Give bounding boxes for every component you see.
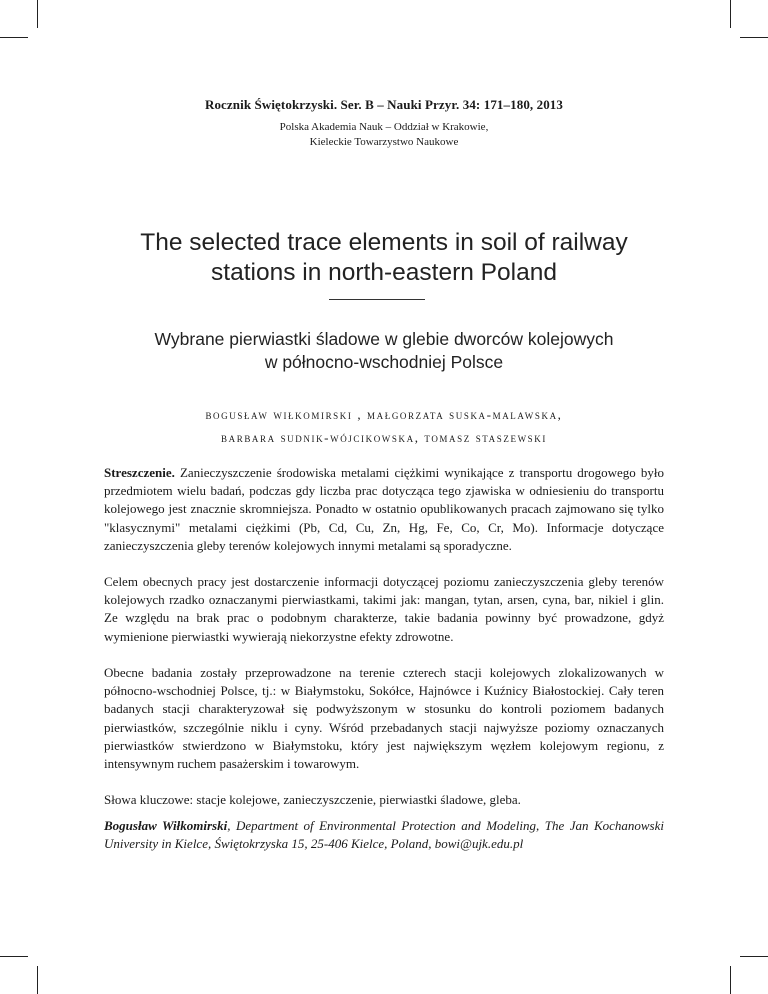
keywords: Słowa kluczowe: stacje kolejowe, zanieczyszczenie, pierwiastki śladowe, gleba. bbox=[104, 792, 521, 807]
crop-mark bbox=[37, 0, 38, 28]
footnote-author-name: Bogusław Wiłkomirski bbox=[104, 818, 228, 833]
crop-mark bbox=[740, 37, 768, 38]
paper-subtitle bbox=[90, 328, 678, 374]
crop-mark bbox=[0, 37, 28, 38]
abstract-paragraph: Celem obecnych pracy jest dostarczenie informacji dotyczącej poziomu zanieczyszczenia gleby terenów kolejowych rzadko oznaczanymi pierwiastkami, takimi jak: mangan, tytan, arsen, cyna, bar, nikiel i glin. Ze względu na brak prac o podobnym charakterze, takie badania powinny być prowadzone, gdyż wymienione pierwiastki wywierają niekorzystne efekty zdrowotne. bbox=[104, 574, 664, 644]
journal-citation: Rocznik Świętokrzyski. Ser. B – Nauki Przyr. 34: 171–180, 2013 bbox=[204, 97, 564, 112]
affiliation-line: Kieleckie Towarzystwo Naukowe bbox=[309, 136, 459, 148]
abstract-paragraph: Obecne badania zostały przeprowadzone na terenie czterech stacji kolejowych zlokalizowanych w północno-wschodniej Polsce, tj.: w Białymstoku, Sokółce, Hajnówce i Kuźnicy Białostockiej. Cały teren badanych stacji charakteryzował się podwyższonym w stosunku do kontroli poziomem badanych pierwiastków, szczególnie niklu i cyny. Wśród przebadanych stacji najwyższe poziomy oznaczanych pierwiastków stwierdzono w Białymstoku, który jest największym węzłem kolejowym regionu, z intensywnym ruchem pasażerskim i towarowym. bbox=[104, 665, 664, 772]
title-line: stations in north-eastern Poland bbox=[211, 259, 557, 286]
subtitle-line: w północno-wschodniej Polsce bbox=[264, 352, 504, 372]
crop-mark bbox=[37, 966, 38, 994]
author-line: bogusław wiłkomirski , małgorzata suska-malawska, bbox=[205, 407, 563, 422]
abstract-label: Streszczenie. bbox=[104, 465, 175, 480]
crop-mark bbox=[730, 966, 731, 994]
crop-mark bbox=[0, 956, 28, 957]
abstract-text: Zanieczyszczenie środowiska metalami ciężkimi wynikające z transportu drogowego było przedmiotem wielu badań, podczas gdy liczba prac dotycząca tego zjawiska w odniesieniu do transportu kolejowego jest znacznie skromniejsza. Ponadto w ostatnio opublikowanych pracach zajmowano się tylko "klasycznymi" metalami ciężkimi (Pb, Cd, Cu, Zn, Hg, Fe, Co, Cr, Mo). Informacje dotyczące zanieczyszczenia gleby terenów kolejowych innymi metalami są sporadyczne. bbox=[104, 465, 664, 553]
publisher-affiliation bbox=[0, 120, 768, 150]
affiliation-line: Polska Akademia Nauk – Oddział w Krakowie, bbox=[279, 121, 489, 133]
subtitle-line: Wybrane pierwiastki śladowe w glebie dworców kolejowych bbox=[154, 329, 614, 349]
paper-title bbox=[100, 228, 668, 288]
author-list bbox=[80, 403, 688, 449]
crop-mark bbox=[730, 0, 731, 28]
author-footnote bbox=[104, 817, 664, 853]
title-line: The selected trace elements in soil of railway bbox=[140, 229, 628, 256]
abstract-paragraph bbox=[104, 464, 664, 555]
title-divider bbox=[329, 299, 425, 300]
footnote-affiliation: , Department of Environmental Protection and Modeling, The Jan Kochanowski University in Kielce, Świętokrzyska 15, 25-406 Kielce, Poland, bowi@ujk.edu.pl bbox=[104, 818, 664, 852]
crop-mark bbox=[740, 956, 768, 957]
author-line: barbara sudnik-wójcikowska, tomasz staszewski bbox=[221, 430, 547, 445]
